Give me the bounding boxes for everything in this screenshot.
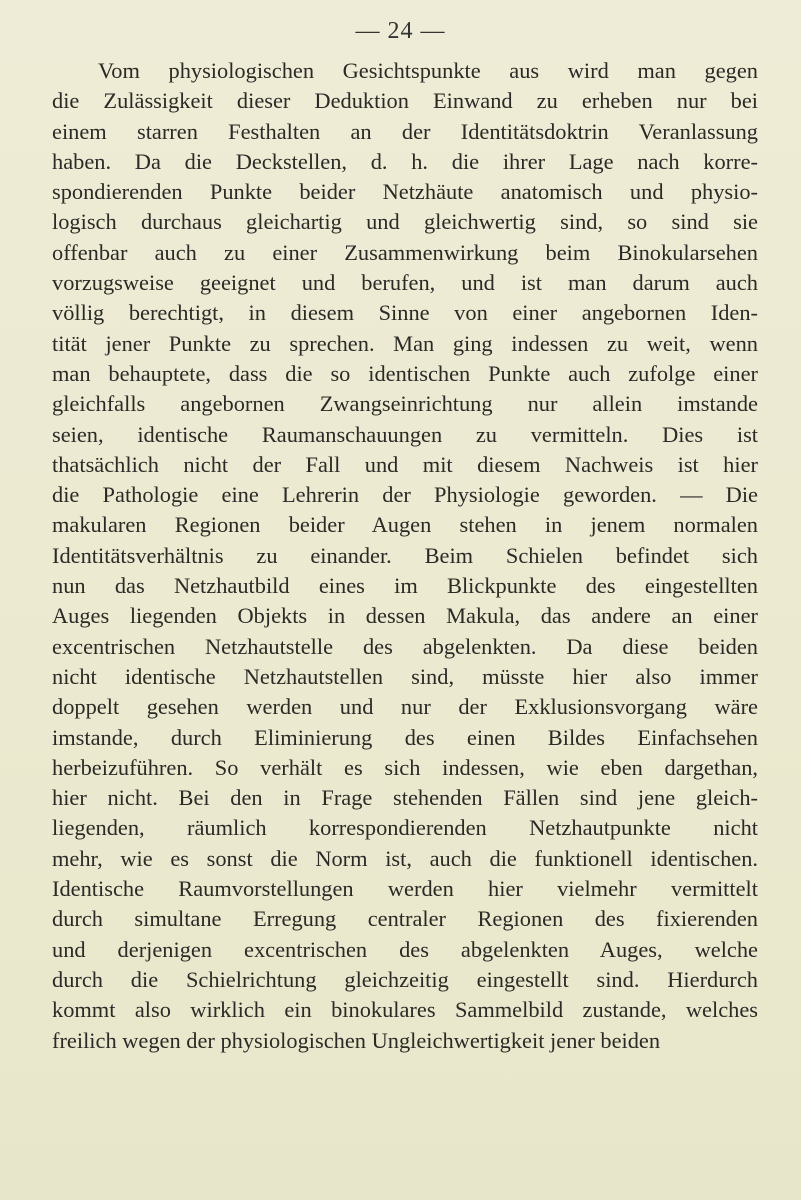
text-line: makularen Regionen beider Augen stehen in jenem normalen	[52, 512, 758, 538]
text-line: doppelt gesehen werden und nur der Exklusionsvorgang wäre	[52, 694, 758, 720]
text-line: durch die Schielrichtung gleichzeitig eingestellt sind. Hierdurch	[52, 966, 758, 992]
text-line: nicht identische Netzhautstellen sind, müsste hier also immer	[52, 663, 758, 689]
text-line: und derjenigen excentrischen des abgelenkten Auges, welche	[52, 936, 758, 962]
text-line: thatsächlich nicht der Fall und mit diesem Nachweis ist hier	[52, 451, 758, 477]
text-line: durch simultane Erregung centraler Regionen des fixierenden	[52, 906, 758, 932]
text-line: die Pathologie eine Lehrerin der Physiologie geworden. — Die	[52, 482, 758, 508]
body-text	[52, 56, 758, 1056]
text-line: Auges liegenden Objekts in dessen Makula, das andere an einer	[52, 603, 758, 629]
text-line: herbeizuführen. So verhält es sich indessen, wie eben dargethan,	[52, 754, 758, 780]
text-line: spondierenden Punkte beider Netzhäute anatomisch und physio-	[52, 179, 758, 205]
text-line: excentrischen Netzhautstelle des abgelenkten. Da diese beiden	[52, 633, 758, 659]
page-number: — 24 —	[355, 18, 446, 44]
text-line: freilich wegen der physiologischen Ungleichwertigkeit jener beiden	[52, 1027, 661, 1053]
text-line: mehr, wie es sonst die Norm ist, auch die funktionell identischen.	[52, 845, 758, 871]
text-line: tität jener Punkte zu sprechen. Man ging indessen zu weit, wenn	[52, 330, 758, 356]
text-line: imstande, durch Eliminierung des einen Bildes Einfachsehen	[52, 724, 758, 750]
text-line: logisch durchaus gleichartig und gleichwertig sind, so sind sie	[52, 209, 758, 235]
text-line: hier nicht. Bei den in Frage stehenden Fällen sind jene gleich-	[52, 785, 758, 811]
text-line: seien, identische Raumanschauungen zu vermitteln. Dies ist	[52, 421, 758, 447]
text-line: Identitätsverhältnis zu einander. Beim Schielen befindet sich	[52, 542, 758, 568]
text-line: kommt also wirklich ein binokulares Sammelbild zustande, welches	[52, 997, 758, 1023]
text-line: liegenden, räumlich korrespondierenden Netzhautpunkte nicht	[52, 815, 758, 841]
text-line: einem starren Festhalten an der Identitätsdoktrin Veranlassung	[52, 118, 758, 144]
text-line: Identische Raumvorstellungen werden hier vielmehr vermittelt	[52, 876, 758, 902]
text-line: offenbar auch zu einer Zusammenwirkung beim Binokularsehen	[52, 239, 758, 265]
text-line: Vom physiologischen Gesichtspunkte aus wird man gegen	[98, 58, 758, 83]
text-line: vorzugsweise geeignet und berufen, und ist man darum auch	[52, 270, 758, 296]
text-line: nun das Netzhautbild eines im Blickpunkte des eingestellten	[52, 573, 758, 599]
text-line: man behauptete, dass die so identischen Punkte auch zufolge einer	[52, 360, 758, 386]
text-line: gleichfalls angebornen Zwangseinrichtung nur allein imstande	[52, 391, 758, 417]
text-line: die Zulässigkeit dieser Deduktion Einwand zu erheben nur bei	[52, 88, 758, 114]
text-line: völlig berechtigt, in diesem Sinne von einer angebornen Iden-	[52, 300, 758, 326]
text-line: haben. Da die Deckstellen, d. h. die ihrer Lage nach korre-	[52, 148, 758, 174]
